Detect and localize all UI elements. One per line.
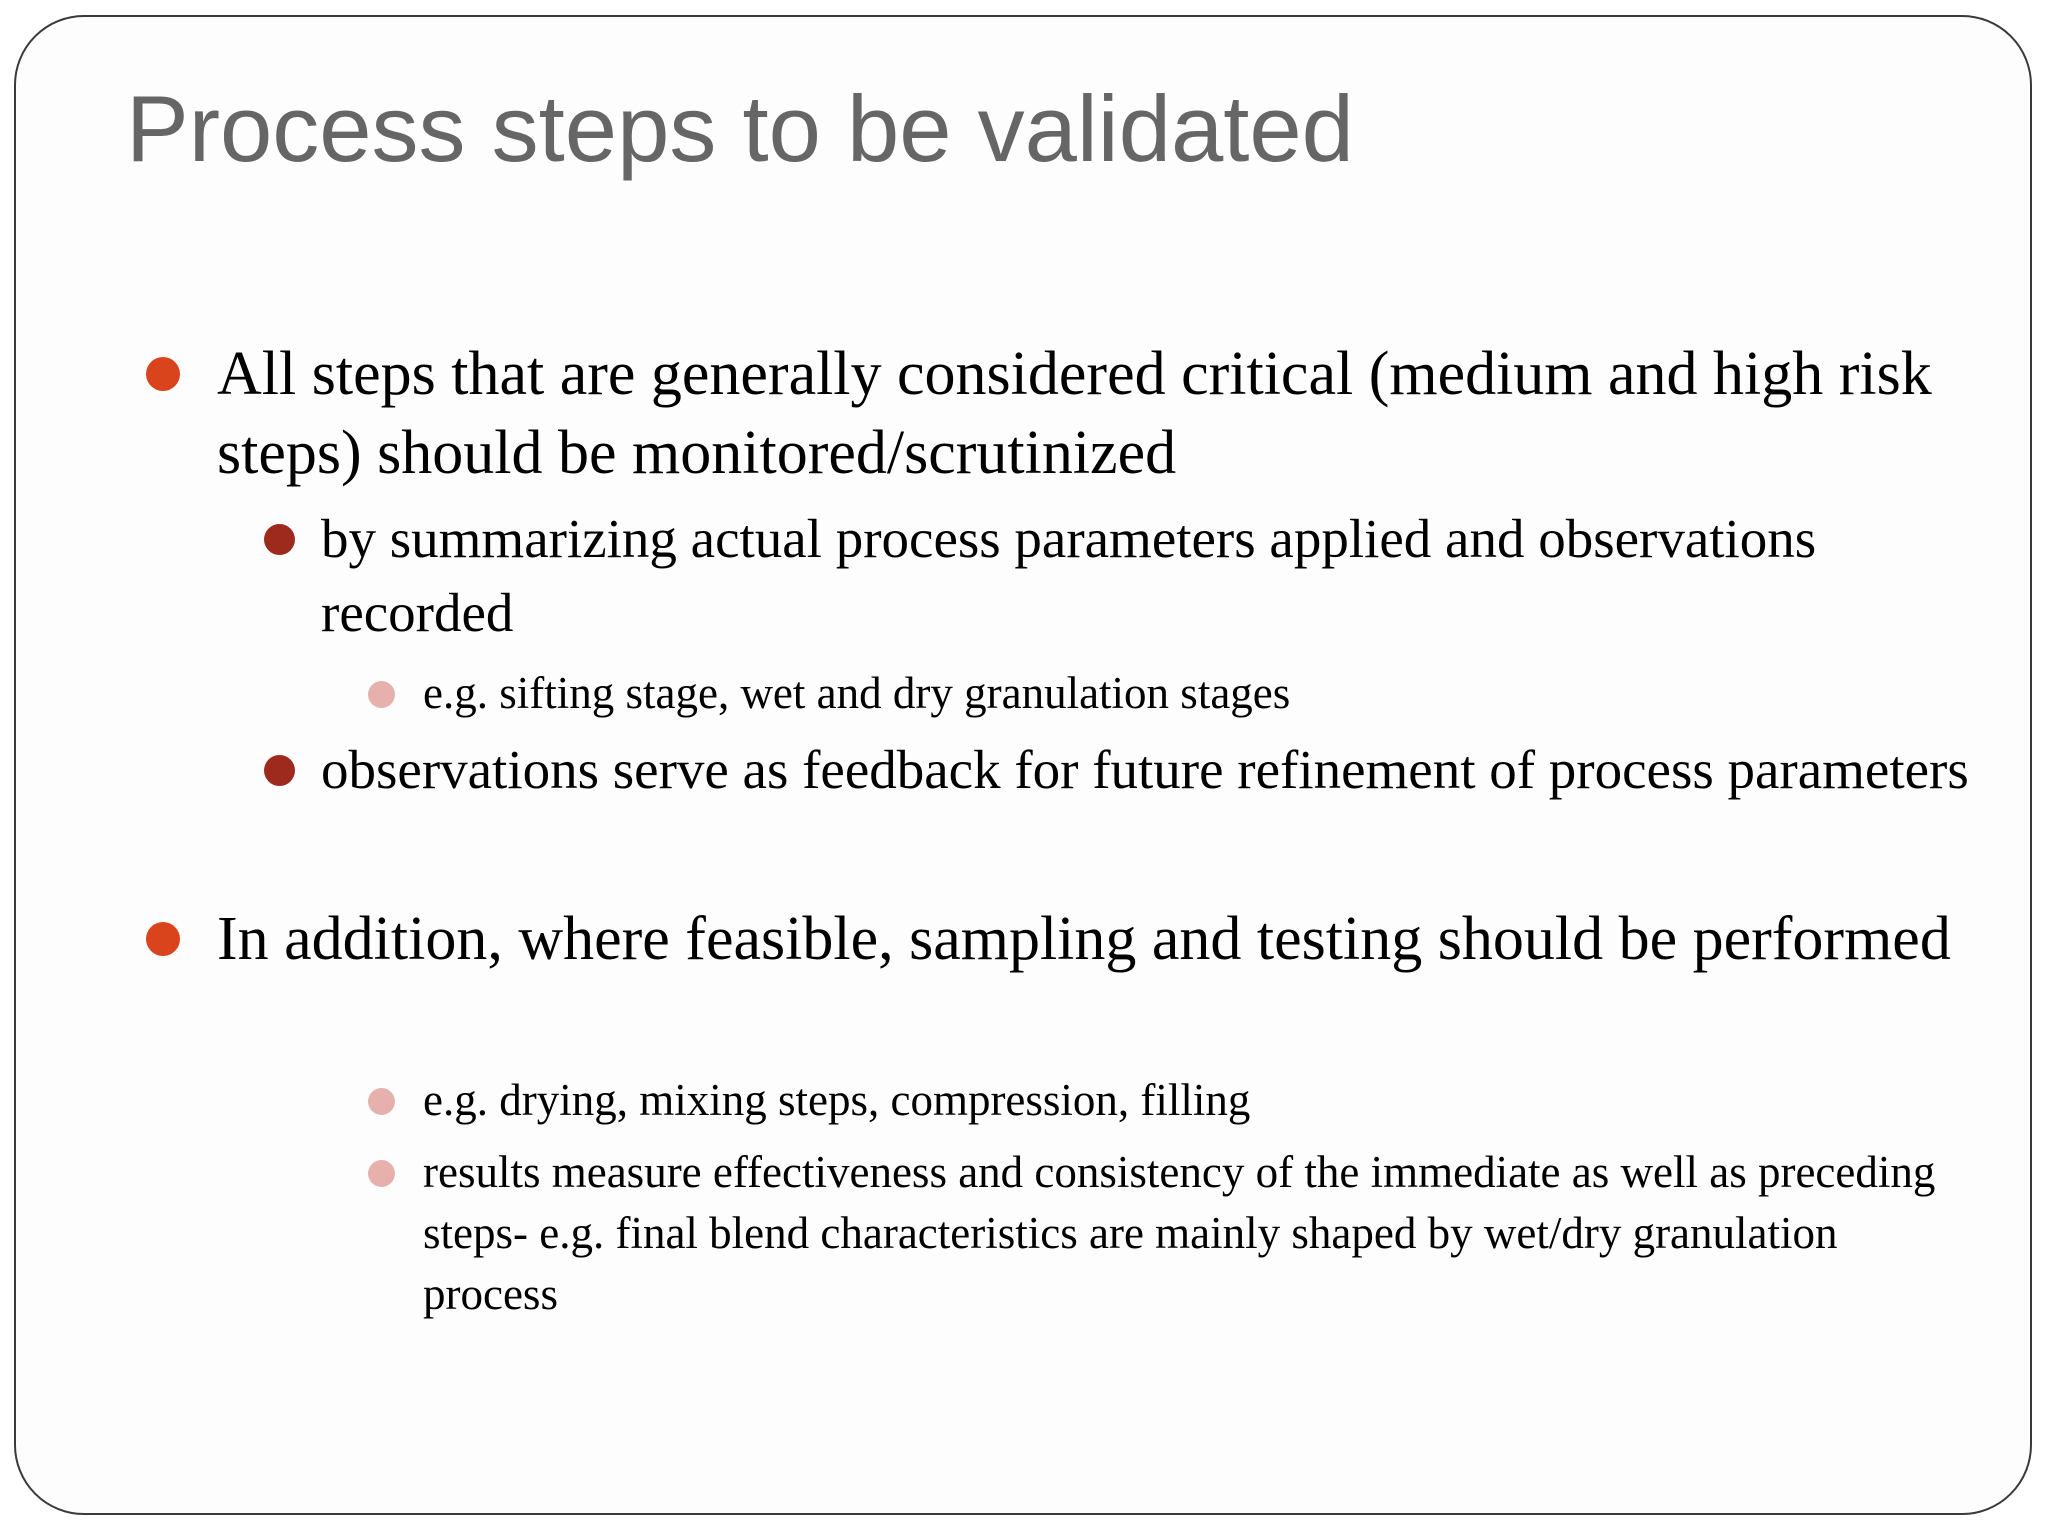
bullet-dot-icon — [368, 1088, 395, 1115]
bullet-text: e.g. sifting stage, wet and dry granulation stages — [423, 668, 1291, 718]
bullet-dot-icon — [146, 357, 180, 391]
bullet-text: e.g. drying, mixing steps, compression, filling — [423, 1075, 1251, 1125]
slide-title: Process steps to be validated — [126, 76, 1354, 181]
bullet-text: by summarizing actual process parameters applied and observations recorded — [321, 508, 1817, 643]
slide-body — [16, 17, 2030, 1513]
bullet-item-level3 — [423, 1070, 1963, 1131]
bullet-item-level1 — [217, 900, 1977, 979]
bullet-text: All steps that are generally considered critical (medium and high risk steps) should be monitored/scrutinized — [217, 340, 1932, 487]
bullet-dot-icon — [146, 922, 180, 956]
bullet-item-level1 — [217, 335, 1977, 493]
bullet-item-level2 — [321, 733, 1981, 807]
bullet-text: In addition, where feasible, sampling and testing should be performed — [217, 905, 1951, 973]
bullet-dot-icon — [264, 755, 295, 786]
bullet-item-level3 — [423, 663, 1963, 724]
bullet-dot-icon — [368, 681, 395, 708]
bullet-dot-icon — [368, 1160, 395, 1187]
slide-frame — [14, 15, 2032, 1515]
bullet-text: observations serve as feedback for future refinement of process parameters — [321, 739, 1969, 800]
bullet-item-level2 — [321, 502, 1981, 650]
bullet-text: results measure effectiveness and consistency of the immediate as well as preceding steps- e.g. final blend characteristics are mainly shaped by wet/dry granulation process — [423, 1147, 1936, 1319]
bullet-item-level3 — [423, 1142, 1963, 1325]
bullet-dot-icon — [264, 524, 295, 555]
